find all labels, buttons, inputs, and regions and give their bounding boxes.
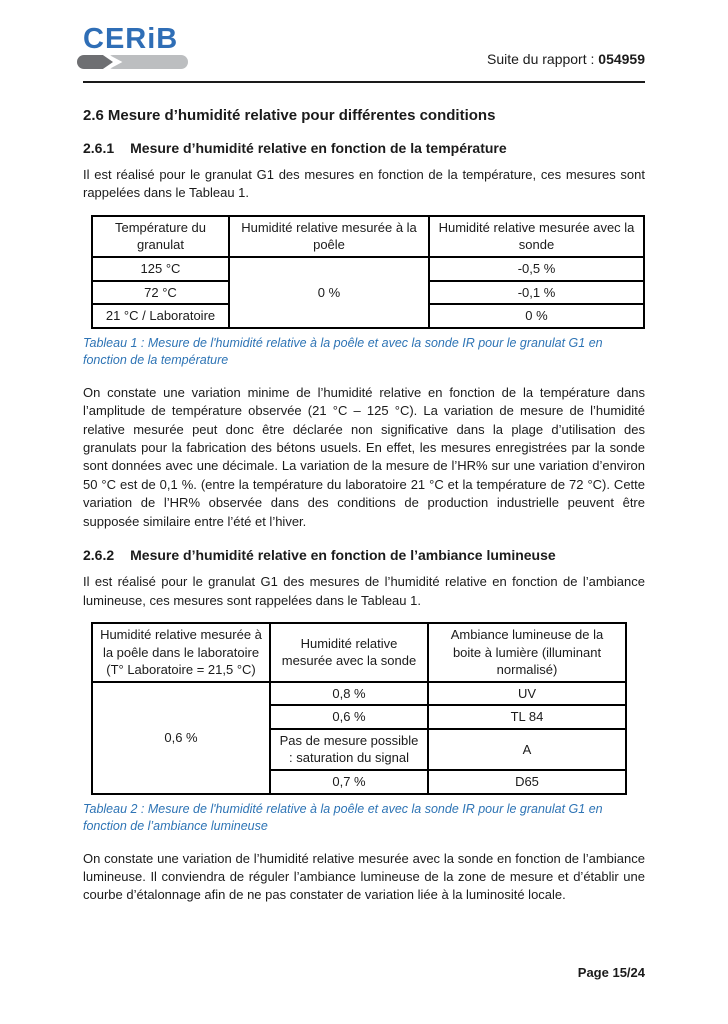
table1-cell-temp: 21 °C / Laboratoire [92, 304, 229, 328]
arrow-light-segment-icon [106, 55, 188, 69]
cerib-logo-arrow-icon [77, 55, 188, 69]
arrow-dark-segment-icon [77, 55, 113, 69]
paragraph-lumineuse-analysis: On constate une variation de l’humidité relative mesurée avec la sonde en fonction de l’ambiance lumineuse. Il conviendra de réguler l’ambiance lumineuse de la zone de mesure et d’établir une courbe d’étalonnage afin de ne pas constater de variation liée à la luminosité locale. [83, 850, 645, 903]
table-ambiance-lumineuse [91, 622, 627, 794]
cerib-logo-text: CERiB [83, 23, 179, 55]
table2-cell-ambiance: A [428, 729, 626, 770]
section-2-6-2-number: 2.6.2 [83, 547, 115, 564]
paragraph-intro-temperature: Il est réalisé pour le granulat G1 des mesures en fonction de la température, ces mesures sont rappelées dans le Tableau 1. [83, 167, 645, 201]
table1-cell-sonde: 0 % [429, 304, 644, 328]
table1-header-temperature: Température du granulat [92, 216, 229, 257]
table1-cell-temp: 125 °C [92, 257, 229, 281]
table-row [92, 682, 626, 706]
section-2-6-2-heading [83, 547, 645, 563]
table2-cell-ambiance: TL 84 [428, 705, 626, 729]
page-content [0, 107, 728, 905]
table2-header-poele [92, 623, 270, 682]
section-2-6-title: Mesure d’humidité relative pour différentes conditions [107, 107, 496, 124]
table-row [92, 257, 644, 281]
table2-caption: Tableau 2 : Mesure de l'humidité relative à la poêle et avec la sonde IR pour le granulat G1 en fonction de l’ambiance lumineuse [83, 801, 603, 834]
report-reference [487, 51, 645, 69]
paragraph-temperature-analysis: On constate une variation minime de l’humidité relative en fonction de la température dans l’amplitude de température observée (21 °C – 125 °C). La variation de mesure de l’humidité relative mesurée peut donc être déclarée non significative dans la plage d’utilisation des granulats pour la fabrication des bétons usuels. En effet, les mesures enregistrées par la sonde sont données avec une décimale. La variation de la mesure de l’HR% sur une variation d’environ 50 °C est de 0,1 %. (entre la température du laboratoire 21 °C et la température de 72 °C). Cette variation de l’HR% observée dans des conditions de production industrielle peuvent être supposée similaire entre l’été et l’hiver. [83, 384, 645, 529]
table2-header-poele-line1: Humidité relative mesurée à la poêle dans le laboratoire [100, 627, 262, 660]
report-number: 054959 [598, 51, 645, 67]
section-2-6-1-heading [83, 140, 645, 156]
table2-cell-ambiance: UV [428, 682, 626, 706]
section-2-6-2-title: Mesure d’humidité relative en fonction de l’ambiance lumineuse [130, 547, 556, 564]
table2-cell-sonde: 0,7 % [270, 770, 428, 794]
table2-header-sonde: Humidité relative mesurée avec la sonde [270, 623, 428, 682]
table2-cell-ambiance: D65 [428, 770, 626, 794]
table1-cell-poele-merged: 0 % [229, 257, 429, 328]
section-2-6-1-number: 2.6.1 [83, 140, 115, 156]
section-2-6-heading [83, 107, 645, 124]
table1-cell-sonde: -0,5 % [429, 257, 644, 281]
table1-cell-sonde: -0,1 % [429, 281, 644, 305]
table2-cell-sonde: Pas de mesure possible : saturation du signal [270, 729, 428, 770]
paragraph-intro-lumineuse: Il est réalisé pour le granulat G1 des mesures de l’humidité relative en fonction de l’ambiance lumineuse, ces mesures sont rappelées dans le Tableau 1. [83, 574, 645, 608]
section-2-6-1-title: Mesure d’humidité relative en fonction de la température [130, 140, 507, 156]
table1-header-sonde: Humidité relative mesurée avec la sonde [429, 216, 644, 257]
page-number: Page 15/24 [577, 965, 645, 980]
table1-caption: Tableau 1 : Mesure de l'humidité relative à la poêle et avec la sonde IR pour le granulat G1 en fonction de la température [83, 335, 603, 368]
cerib-logo [83, 25, 188, 69]
table2-cell-sonde: 0,8 % [270, 682, 428, 706]
table2-cell-sonde: 0,6 % [270, 705, 428, 729]
table2-cell-poele-merged: 0,6 % [92, 682, 270, 794]
report-reference-label: Suite du rapport : [486, 51, 595, 67]
table-row [92, 623, 626, 682]
table2-header-ambiance: Ambiance lumineuse de la boite à lumière (illuminant normalisé) [428, 623, 626, 682]
table1-header-poele: Humidité relative mesurée à la poêle [229, 216, 429, 257]
table1-cell-temp: 72 °C [92, 281, 229, 305]
page-header [83, 0, 645, 83]
table-row [92, 216, 644, 257]
table2-header-poele-line2: (T° Laboratoire = 21,5 °C) [106, 662, 256, 678]
table-temperature [91, 215, 645, 329]
section-2-6-number: 2.6 [83, 107, 104, 124]
